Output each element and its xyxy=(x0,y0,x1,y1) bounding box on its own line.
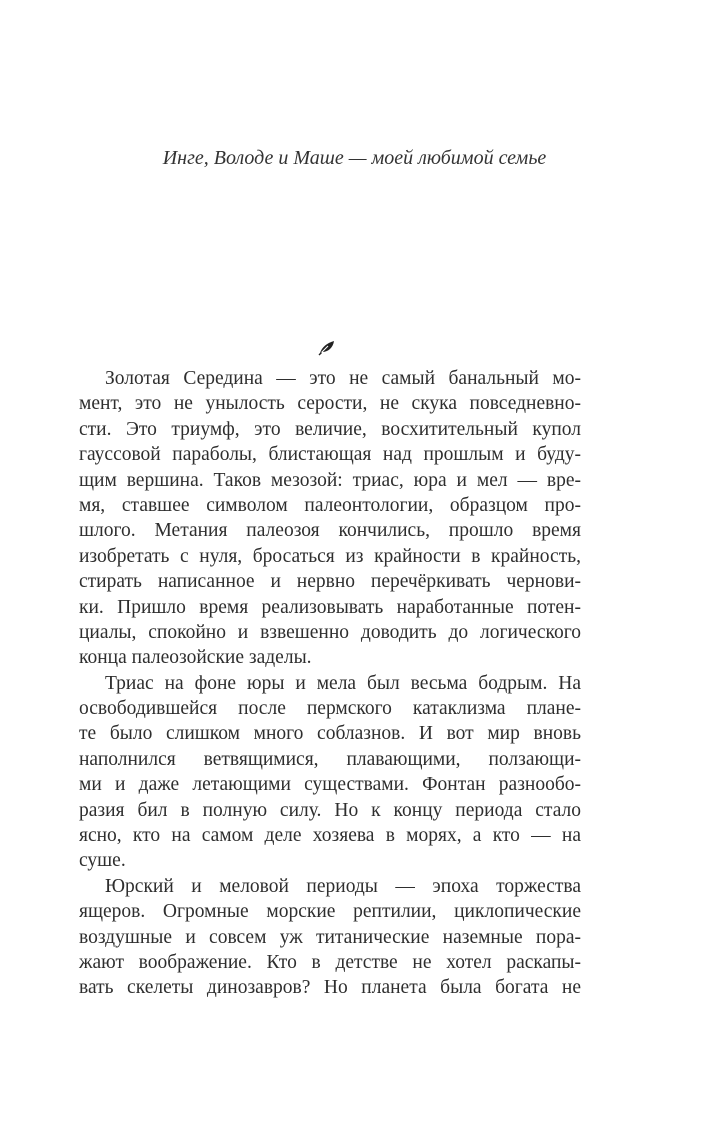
body-text xyxy=(79,366,581,1001)
text-line: изобретать с нуля, бросаться из крайности в крайность, xyxy=(79,545,581,567)
text-line: суше. xyxy=(79,850,126,872)
text-line: освободившейся после пермского катаклизма плане- xyxy=(79,698,581,720)
leaf-stem-tail xyxy=(319,353,322,356)
text-line: ящеров. Огромные морские рептилии, циклопические xyxy=(79,901,581,923)
text-line: Триас на фоне юры и мела был весьма бодрым. На xyxy=(105,672,581,694)
text-line: конца палеозойские заделы. xyxy=(79,647,312,669)
text-line: мент, это не унылость серости, не скука повседневно- xyxy=(79,393,581,415)
dedication: Инге, Володе и Маше — моей любимой семье xyxy=(162,147,547,169)
text-line: вать скелеты динозавров? Но планета была богата не xyxy=(79,977,581,999)
text-line: ясно, кто на самом деле хозяева в морях, а кто — на xyxy=(79,825,581,847)
text-line: сти. Это триумф, это величие, восхитительный купол xyxy=(79,418,581,440)
text-line: те было слишком много соблазнов. И вот мир вновь xyxy=(79,723,581,745)
text-line: мя, ставшее символом палеонтологии, образцом про- xyxy=(79,494,581,516)
text-line: гауссовой параболы, блистающая над прошлым и буду- xyxy=(79,444,581,466)
text-line: жают воображение. Кто в детстве не хотел раскапы- xyxy=(79,951,581,973)
text-line: ки. Пришло время реализовывать наработанные потен- xyxy=(79,596,581,618)
leaf-icon xyxy=(318,338,336,356)
text-line: наполнился ветвящимися, плавающими, ползающи- xyxy=(79,748,581,770)
text-line: стирать написанное и нервно перечёркивать чернови- xyxy=(79,571,581,593)
text-line: разия бил в полную силу. Но к концу периода стало xyxy=(79,799,581,821)
text-line: щим вершина. Таков мезозой: триас, юра и мел — вре- xyxy=(79,469,581,491)
text-line: Юрский и меловой периоды — эпоха торжества xyxy=(105,875,581,897)
text-line: ми и даже летающими существами. Фонтан разнообо- xyxy=(79,774,581,796)
text-line: шлого. Метания палеозоя кончились, прошло время xyxy=(79,520,581,542)
text-line: Золотая Середина — это не самый банальный мо- xyxy=(105,368,581,389)
text-line: циалы, спокойно и взвешенно доводить до логического xyxy=(79,621,581,643)
text-line: воздушные и совсем уж титанические наземные пора- xyxy=(79,926,581,948)
